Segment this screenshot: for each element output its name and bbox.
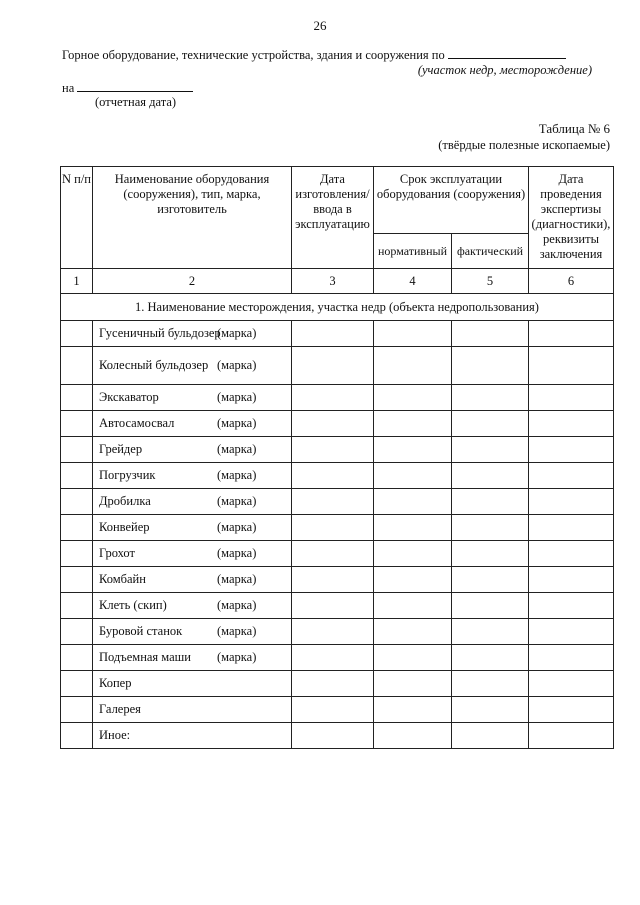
term-norm-cell[interactable] <box>374 515 452 541</box>
term-norm-cell[interactable] <box>374 489 452 515</box>
equipment-name: Клеть (скип) <box>99 598 167 612</box>
table-row <box>61 321 614 347</box>
col-header-date: Дата изготовления/ ввода в эксплуатацию <box>292 167 374 269</box>
equipment-mark: (марка) <box>217 598 257 612</box>
row-number-cell[interactable] <box>61 515 93 541</box>
row-number-cell[interactable] <box>61 723 93 749</box>
expertise-cell[interactable] <box>529 619 614 645</box>
table-row <box>61 619 614 645</box>
row-number-cell[interactable] <box>61 489 93 515</box>
term-norm-cell[interactable] <box>374 723 452 749</box>
term-norm-cell[interactable] <box>374 645 452 671</box>
row-number-cell[interactable] <box>61 593 93 619</box>
equipment-name-cell[interactable] <box>93 671 292 697</box>
page-number: 26 <box>313 18 327 33</box>
date-cell[interactable] <box>292 593 374 619</box>
table-row <box>61 723 614 749</box>
equipment-name: Погрузчик <box>99 468 156 482</box>
equipment-mark: (марка) <box>217 358 257 372</box>
term-fact-cell[interactable] <box>452 723 529 749</box>
equipment-name-cell[interactable] <box>93 541 292 567</box>
equipment-rows <box>61 321 614 749</box>
term-fact-cell[interactable] <box>452 515 529 541</box>
expertise-cell[interactable] <box>529 697 614 723</box>
equipment-name: Колесный бульдозер <box>99 358 209 372</box>
term-fact-cell[interactable] <box>452 567 529 593</box>
equipment-name: Копер <box>99 676 132 690</box>
row-number-cell[interactable] <box>61 541 93 567</box>
date-cell[interactable] <box>292 489 374 515</box>
equipment-mark: (марка) <box>217 468 257 482</box>
equipment-mark: (марка) <box>217 624 257 638</box>
date-cell[interactable] <box>292 723 374 749</box>
header-text: Горное оборудование, технические устройства, здания и сооружения по <box>62 48 445 62</box>
date-cell[interactable] <box>292 619 374 645</box>
date-cell[interactable] <box>292 697 374 723</box>
col-number: 2 <box>93 269 292 294</box>
column-numbers-row <box>61 269 614 294</box>
table-row <box>61 347 614 385</box>
equipment-mark: (марка) <box>217 390 257 404</box>
date-cell[interactable] <box>292 567 374 593</box>
table-row <box>61 437 614 463</box>
equipment-table <box>60 166 614 749</box>
header-line <box>62 47 566 63</box>
term-fact-cell[interactable] <box>452 697 529 723</box>
equipment-name-cell[interactable] <box>93 619 292 645</box>
equipment-name-cell[interactable] <box>93 411 292 437</box>
date-caption: (отчетная дата) <box>95 95 177 109</box>
term-norm-cell[interactable] <box>374 671 452 697</box>
table-row <box>61 385 614 411</box>
table-row <box>61 593 614 619</box>
equipment-name: Галерея <box>99 702 141 716</box>
equipment-name: Подъемная маши <box>99 650 191 664</box>
equipment-mark: (марка) <box>217 546 257 560</box>
expertise-cell[interactable] <box>529 347 614 385</box>
term-fact-cell[interactable] <box>452 321 529 347</box>
table-subtitle: (твёрдые полезные ископаемые) <box>438 138 610 152</box>
col-number: 1 <box>61 269 93 294</box>
term-norm-cell[interactable] <box>374 411 452 437</box>
table-row <box>61 515 614 541</box>
term-fact-cell[interactable] <box>452 645 529 671</box>
equipment-name: Гусеничный бульдозер <box>99 326 221 340</box>
expertise-cell[interactable] <box>529 489 614 515</box>
equipment-name: Грейдер <box>99 442 143 456</box>
site-blank[interactable] <box>448 47 566 59</box>
term-norm-cell[interactable] <box>374 437 452 463</box>
equipment-mark: (марка) <box>217 326 257 340</box>
date-cell[interactable] <box>292 411 374 437</box>
term-norm-cell[interactable] <box>374 593 452 619</box>
expertise-cell[interactable] <box>529 541 614 567</box>
equipment-name: Грохот <box>99 546 135 560</box>
col-header-term: Срок эксплуатации оборудования (сооружения) <box>374 167 529 234</box>
equipment-name-cell[interactable] <box>93 385 292 411</box>
table-row <box>61 671 614 697</box>
term-norm-cell[interactable] <box>374 541 452 567</box>
term-fact-cell[interactable] <box>452 593 529 619</box>
expertise-cell[interactable] <box>529 385 614 411</box>
section-row <box>61 294 614 321</box>
term-norm-cell[interactable] <box>374 321 452 347</box>
row-number-cell[interactable] <box>61 321 93 347</box>
term-norm-cell[interactable] <box>374 619 452 645</box>
equipment-mark: (марка) <box>217 572 257 586</box>
col-header-expertise: Дата проведения экспертизы (диагностики), реквизиты заключения <box>529 167 614 269</box>
expertise-cell[interactable] <box>529 593 614 619</box>
equipment-name-cell[interactable] <box>93 515 292 541</box>
row-number-cell[interactable] <box>61 645 93 671</box>
date-line <box>62 80 193 96</box>
date-cell[interactable] <box>292 321 374 347</box>
equipment-name: Конвейер <box>99 520 150 534</box>
section-title: 1. Наименование месторождения, участка недр (объекта недропользования) <box>61 294 614 321</box>
row-number-cell[interactable] <box>61 437 93 463</box>
expertise-cell[interactable] <box>529 411 614 437</box>
equipment-name: Автосамосвал <box>99 416 175 430</box>
equipment-name: Буровой станок <box>99 624 183 638</box>
term-norm-cell[interactable] <box>374 347 452 385</box>
equipment-name-cell[interactable] <box>93 723 292 749</box>
equipment-name-cell[interactable] <box>93 437 292 463</box>
col-header-num: N п/п <box>61 167 93 269</box>
equipment-mark: (марка) <box>217 650 257 664</box>
term-fact-cell[interactable] <box>452 411 529 437</box>
header-caption: (участок недр, месторождение) <box>417 63 592 77</box>
row-number-cell[interactable] <box>61 411 93 437</box>
equipment-name-cell[interactable] <box>93 347 292 385</box>
term-fact-cell[interactable] <box>452 463 529 489</box>
date-blank[interactable] <box>77 80 193 92</box>
equipment-name: Комбайн <box>99 572 146 586</box>
equipment-name-cell[interactable] <box>93 697 292 723</box>
col-number: 6 <box>529 269 614 294</box>
equipment-mark: (марка) <box>217 416 257 430</box>
term-fact-cell[interactable] <box>452 619 529 645</box>
date-cell[interactable] <box>292 347 374 385</box>
equipment-name-cell[interactable] <box>93 567 292 593</box>
table-row <box>61 567 614 593</box>
date-cell[interactable] <box>292 463 374 489</box>
row-number-cell[interactable] <box>61 567 93 593</box>
row-number-cell[interactable] <box>61 619 93 645</box>
equipment-name: Дробилка <box>99 494 151 508</box>
col-number: 4 <box>374 269 452 294</box>
table-row <box>61 489 614 515</box>
equipment-mark: (марка) <box>217 520 257 534</box>
equipment-name-cell[interactable] <box>93 645 292 671</box>
table-row <box>61 411 614 437</box>
table-title: Таблица № 6 <box>538 121 610 136</box>
term-fact-cell[interactable] <box>452 541 529 567</box>
expertise-cell[interactable] <box>529 567 614 593</box>
date-cell[interactable] <box>292 437 374 463</box>
row-number-cell[interactable] <box>61 671 93 697</box>
expertise-cell[interactable] <box>529 515 614 541</box>
term-norm-cell[interactable] <box>374 385 452 411</box>
date-cell[interactable] <box>292 515 374 541</box>
date-cell[interactable] <box>292 385 374 411</box>
table-row <box>61 645 614 671</box>
row-number-cell[interactable] <box>61 697 93 723</box>
table-row <box>61 463 614 489</box>
col-header-name: Наименование оборудования (сооружения), тип, марка, изготовитель <box>93 167 292 269</box>
table-row <box>61 697 614 723</box>
date-cell[interactable] <box>292 541 374 567</box>
date-cell[interactable] <box>292 645 374 671</box>
row-number-cell[interactable] <box>61 463 93 489</box>
term-fact-cell[interactable] <box>452 347 529 385</box>
col-header-term-fact: фактический <box>452 234 529 269</box>
table-row <box>61 541 614 567</box>
expertise-cell[interactable] <box>529 437 614 463</box>
row-number-cell[interactable] <box>61 347 93 385</box>
na-label: на <box>62 81 75 95</box>
term-norm-cell[interactable] <box>374 697 452 723</box>
term-norm-cell[interactable] <box>374 567 452 593</box>
term-fact-cell[interactable] <box>452 385 529 411</box>
term-norm-cell[interactable] <box>374 463 452 489</box>
expertise-cell[interactable] <box>529 645 614 671</box>
expertise-cell[interactable] <box>529 321 614 347</box>
col-number: 5 <box>452 269 529 294</box>
expertise-cell[interactable] <box>529 671 614 697</box>
equipment-mark: (марка) <box>217 442 257 456</box>
expertise-cell[interactable] <box>529 723 614 749</box>
equipment-name: Иное: <box>99 728 131 742</box>
col-number: 3 <box>292 269 374 294</box>
date-cell[interactable] <box>292 671 374 697</box>
term-fact-cell[interactable] <box>452 489 529 515</box>
term-fact-cell[interactable] <box>452 671 529 697</box>
equipment-name: Экскаватор <box>99 390 159 404</box>
term-fact-cell[interactable] <box>452 437 529 463</box>
expertise-cell[interactable] <box>529 463 614 489</box>
equipment-mark: (марка) <box>217 494 257 508</box>
equipment-name-cell[interactable] <box>93 463 292 489</box>
equipment-name-cell[interactable] <box>93 489 292 515</box>
equipment-name-cell[interactable] <box>93 321 292 347</box>
row-number-cell[interactable] <box>61 385 93 411</box>
col-header-term-norm: нормативный <box>374 234 452 269</box>
equipment-name-cell[interactable] <box>93 593 292 619</box>
